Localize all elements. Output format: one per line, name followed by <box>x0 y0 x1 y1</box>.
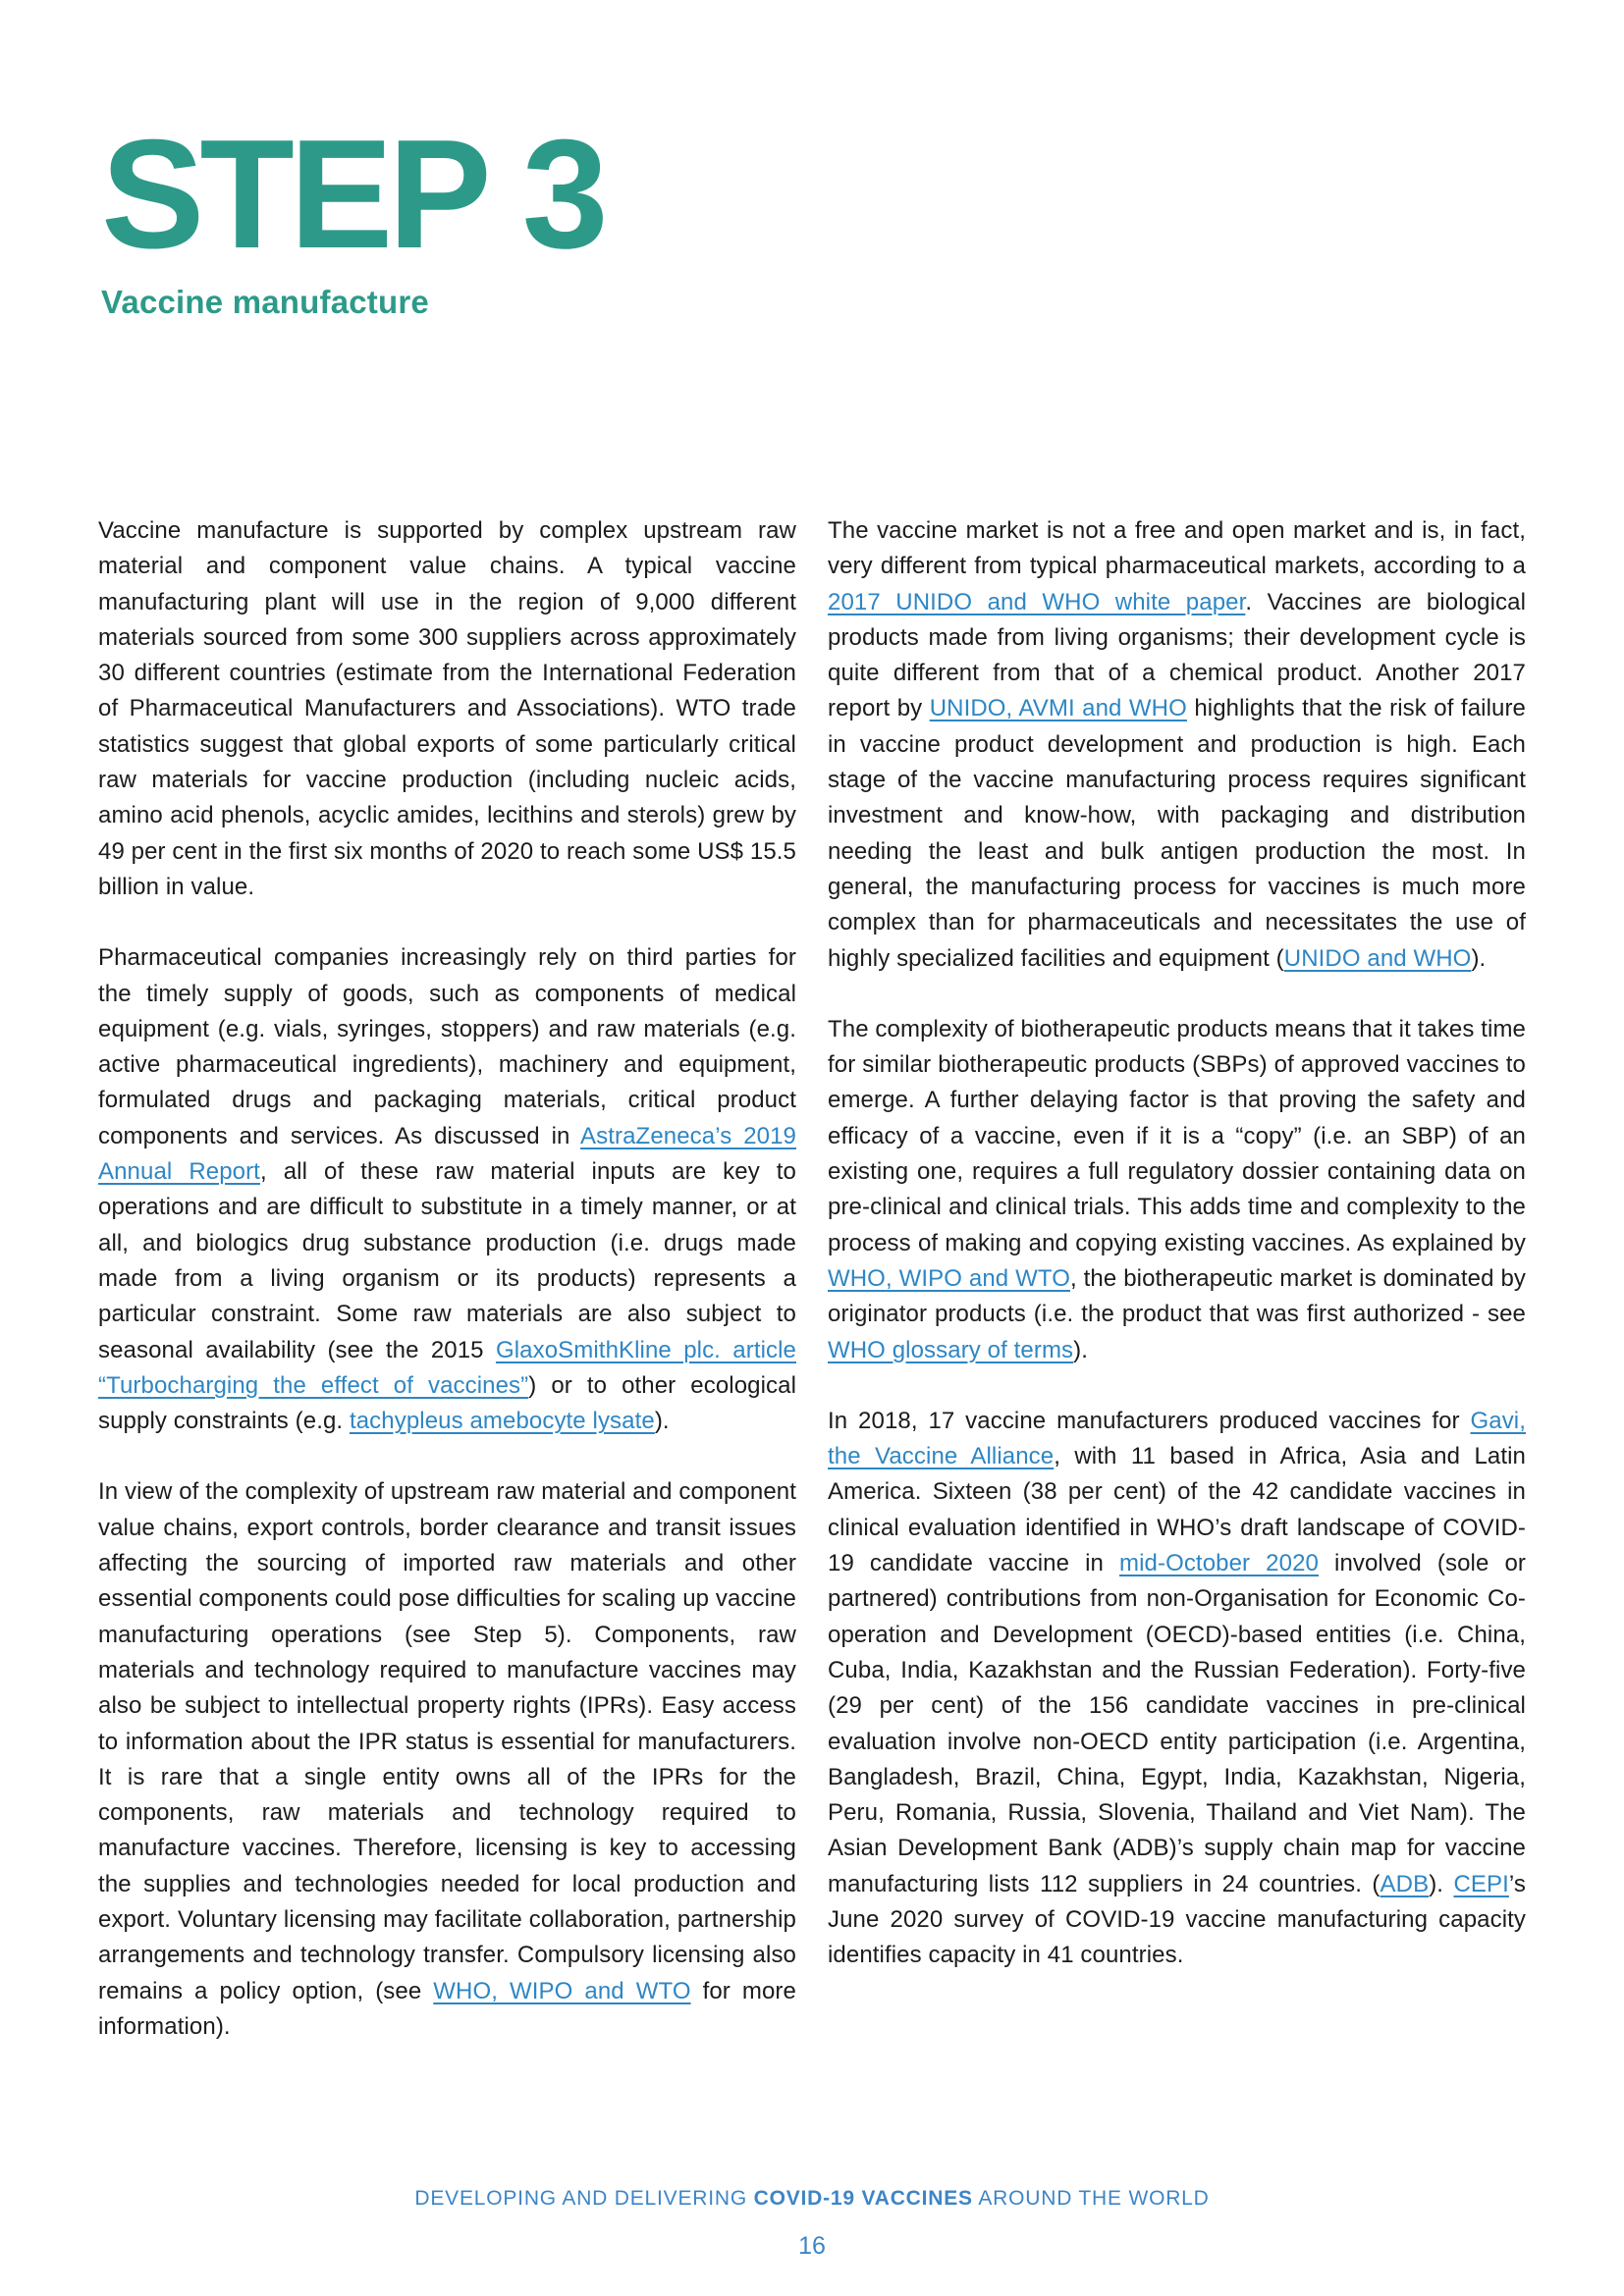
text-run: highlights that the risk of failure in vaccine product development and production is high. Each stage of the vaccine manufacturing process requires significant investment and know-how, with packaging and distribution needing the least and bulk antigen production the most. In general, the manufacturing process for vaccines is much more complex than for pharmaceuticals and necessitates the use of highly specialized facilities and equipment ( <box>828 695 1526 972</box>
text-run: ’s June 2020 survey of COVID-19 vaccine manufacturing capacity identifies capacity in 41 countries. <box>828 1870 1526 1969</box>
paragraph-right-2 <box>828 1012 1526 1368</box>
paragraph-right-3 <box>828 1404 1526 1974</box>
step-title: STEP 3 <box>101 108 604 281</box>
text-run: In 2018, 17 vaccine manufacturers produced vaccines for <box>828 1407 1471 1434</box>
page-subtitle: Vaccine manufacture <box>101 284 429 320</box>
footer-text-regular-1: DEVELOPING AND DELIVERING <box>414 2187 754 2210</box>
text-run: Pharmaceutical companies increasingly rely on third parties for the timely supply of goods, such as components of medical equipment (e.g. vials, syringes, stoppers) and raw materials (e.g. active pharmaceutical ingredients), machinery and equipment, formulated drugs and packaging materials, critical product components and services. As discussed in <box>98 944 796 1149</box>
text-link[interactable]: tachypleus amebocyte lysate <box>349 1408 655 1435</box>
text-link[interactable]: AstraZeneca’s 2019 Annual Report <box>98 1122 796 1186</box>
body-columns <box>0 513 1624 2045</box>
paragraph-left-2 <box>98 940 796 1439</box>
text-link[interactable]: WHO, WIPO and WTO <box>433 1977 691 2004</box>
text-run: ). <box>654 1408 670 1435</box>
paragraph-left-3 <box>98 1474 796 2045</box>
column-left <box>98 513 796 2045</box>
text-run: involved (sole or partnered) contributions from non-Organisation for Economic Co-operation and Development (OECD)-based entities (i.e. China, Cuba, India, Kazakhstan and the Russian Federation). Forty-five (29 per cent) of the 156 candidate vaccines in pre-clinical evaluation involve non-OECD entity participation (i.e. Argentina, Bangladesh, Brazil, China, Egypt, India, Kazakhstan, Nigeria, Peru, Romania, Russia, Slovenia, Thailand and Viet Nam). The Asian Development Bank (ADB)’s supply chain map for vaccine manufacturing lists 112 suppliers in 24 countries. ( <box>828 1550 1526 1897</box>
text-run: The complexity of biotherapeutic products means that it takes time for similar biotherapeutic products (SBPs) of approved vaccines to emerge. A further delaying factor is that proving the safety and efficacy of a vaccine, even if it is a “copy” (i.e. an SBP) of an existing one, requires a full regulatory dossier containing data on pre-clinical and clinical trials. This adds time and complexity to the process of making and copying existing vaccines. As explained by <box>828 1015 1526 1256</box>
text-run: ). <box>1429 1870 1454 1897</box>
text-run: In view of the complexity of upstream raw material and component value chains, export controls, border clearance and transit issues affecting the sourcing of imported raw materials and other essential components could pose difficulties for scaling up vaccine manufacturing operations (see Step 5). Components, raw materials and technology required to manufacture vaccines may also be subject to intellectual property rights (IPRs). Easy access to information about the IPR status is essential for manufacturers. It is rare that a single entity owns all of the IPRs for the components, raw materials and technology required to manufacture vaccines. Therefore, licensing is key to accessing the supplies and technologies needed for local production and export. Voluntary licensing may facilitate collaboration, partnership arrangements and technology transfer. Compulsory licensing also remains a policy option, (see <box>98 1478 796 2004</box>
text-run: . Vaccines are biological products made from living organisms; their development cycle is quite different from that of a chemical product. Another 2017 report by <box>828 588 1526 722</box>
paragraph-left-1 <box>98 513 796 905</box>
text-link[interactable]: mid-October 2020 <box>1119 1550 1319 1577</box>
text-link[interactable]: WHO glossary of terms <box>828 1336 1074 1363</box>
column-right <box>828 513 1526 2045</box>
page-number: 16 <box>798 2232 826 2260</box>
text-run: , with 11 based in Africa, Asia and Latin America. Sixteen (38 per cent) of the 42 candidate vaccines in clinical evaluation identified in WHO’s draft landscape of COVID-19 candidate vaccine in <box>828 1443 1526 1577</box>
text-link[interactable]: GlaxoSmithKline plc. article “Turbocharging the effect of vaccines” <box>98 1336 796 1399</box>
text-link[interactable]: WHO, WIPO and WTO <box>828 1264 1070 1292</box>
text-run: for more information). <box>98 1977 796 2040</box>
text-run: Vaccine manufacture is supported by complex upstream raw material and component value chains. A typical vaccine manufacturing plant will use in the region of 9,000 different materials sourced from some 300 suppliers across approximately 30 different countries (estimate from the International Federation of Pharmaceutical Manufacturers and Associations). WTO trade statistics suggest that global exports of some particularly critical raw materials for vaccine production (including nucleic acids, amino acid phenols, acyclic amides, lecithins and sterols) grew by 49 per cent in the first six months of 2020 to reach some US$ 15.5 billion in value. <box>98 517 796 900</box>
footer-text-bold: COVID-19 VACCINES <box>753 2187 973 2210</box>
footer-title <box>0 2187 1624 2211</box>
text-link[interactable]: 2017 UNIDO and WHO white paper <box>828 588 1246 615</box>
text-run: ). <box>1073 1336 1089 1363</box>
paragraph-right-1 <box>828 513 1526 977</box>
text-run: , all of these raw material inputs are key to operations and are difficult to substitute in a timely manner, or at all, and biologics drug substance production (i.e. drugs made made from a living organism or its products) represents a particular constraint. Some raw materials are also subject to seasonal availability (see the 2015 <box>98 1158 797 1363</box>
text-link[interactable]: Gavi, the Vaccine Alliance <box>828 1407 1526 1470</box>
text-link[interactable]: ADB <box>1380 1870 1430 1897</box>
text-link[interactable]: UNIDO and WHO <box>1283 944 1472 972</box>
page-header <box>0 0 1624 321</box>
text-run: ) or to other ecological supply constraints (e.g. <box>98 1371 797 1435</box>
text-link[interactable]: CEPI <box>1453 1870 1509 1897</box>
text-run: ). <box>1471 944 1487 972</box>
text-run: , the biotherapeutic market is dominated by originator products (i.e. the product that was first authorized - see <box>828 1264 1526 1328</box>
text-link[interactable]: UNIDO, AVMI and WHO <box>929 695 1187 722</box>
text-run: The vaccine market is not a free and open market and is, in fact, very different from typical pharmaceutical markets, according to a <box>828 517 1526 580</box>
footer-text-regular-2: AROUND THE WORLD <box>972 2187 1210 2210</box>
